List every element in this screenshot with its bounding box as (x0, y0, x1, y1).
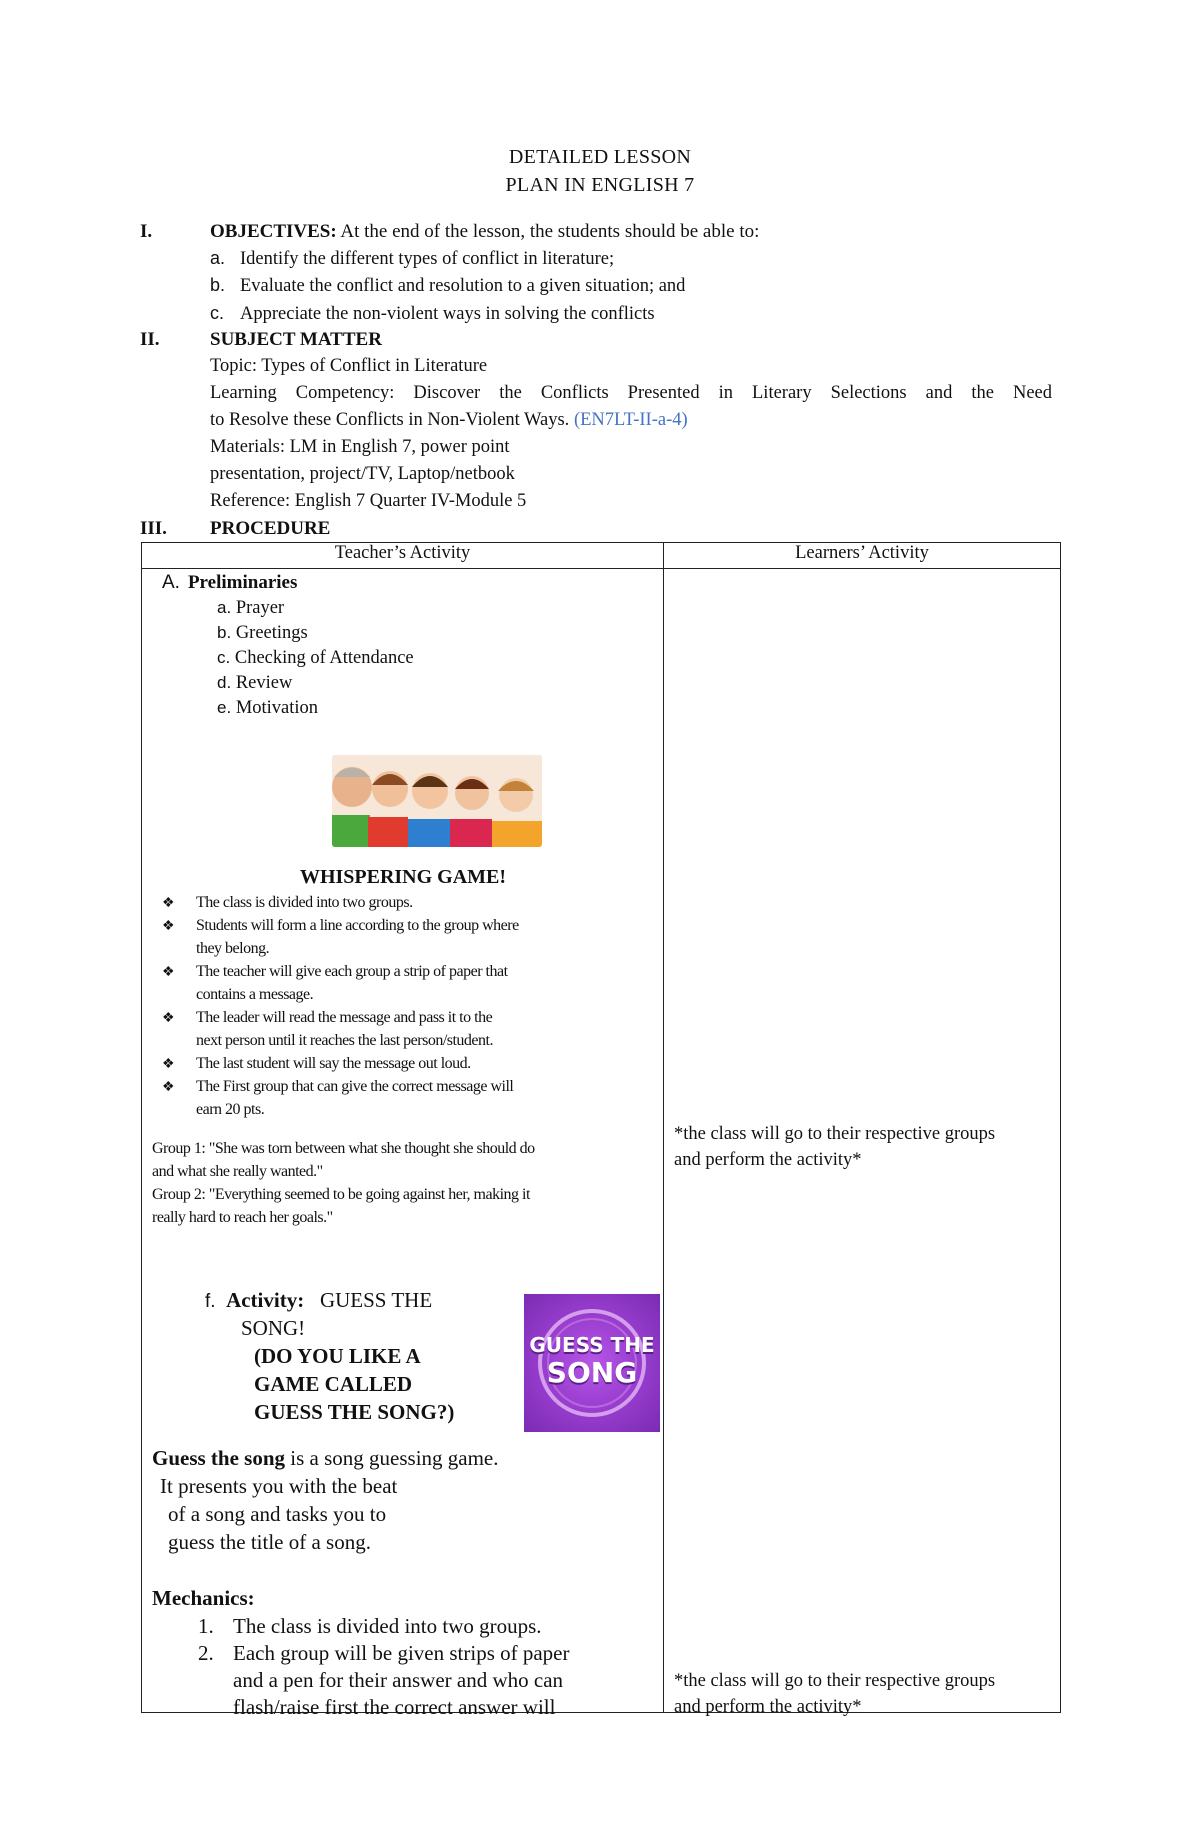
activity-question: (DO YOU LIKE A (254, 1344, 421, 1368)
objectives-label: OBJECTIVES: (210, 221, 337, 242)
guess-song-desc-line: It presents you with the beat (160, 1474, 398, 1498)
prelim-item: a. Prayer (217, 598, 285, 618)
guess-song-desc-line: guess the title of a song. (168, 1530, 371, 1554)
objectives-number: I. (140, 221, 153, 242)
objectives-heading (210, 221, 759, 243)
rule-bullet-icon: ❖ (162, 965, 175, 980)
doc-title-line1: DETAILED LESSON (508, 146, 692, 168)
objective-item: c. Appreciate the non-violent ways in solving the conflicts (210, 303, 655, 324)
logo-text-line1: GUESS THE (529, 1333, 655, 1357)
mechanics-number: 2. (198, 1641, 214, 1665)
teacher-activity-cell (142, 569, 663, 1719)
group-message: Group 1: "She was torn between what she thought she should do (152, 1140, 535, 1157)
activity-line1: f. Activity: GUESS THE (205, 1288, 433, 1312)
procedure-heading: PROCEDURE (210, 518, 331, 539)
group-message: really hard to reach her goals." (152, 1209, 333, 1226)
whispering-kids-illustration (332, 755, 542, 847)
competency-code: (EN7LT-II-a-4) (573, 410, 688, 430)
procedure-number: III. (140, 518, 167, 539)
whispering-kids-photo (332, 755, 542, 847)
col-header-learner: Learners’ Activity (664, 543, 1061, 569)
learner-note: *the class will go to their respective groups (674, 1671, 996, 1691)
learner-note: and perform the activity* (674, 1697, 862, 1717)
activity-question: GUESS THE SONG?) (254, 1400, 455, 1424)
rule-bullet-icon: ❖ (162, 1011, 175, 1026)
prelim-item: d. Review (217, 673, 293, 693)
prelim-item: e. Motivation (217, 698, 319, 718)
competency-line2: to Resolve these Conflicts in Non-Violent Ways. (EN7LT-II-a-4) (210, 410, 688, 430)
game-rule: The last student will say the message out loud. (196, 1055, 471, 1072)
objective-item: a. Identify the different types of conflict in literature; (210, 248, 615, 269)
prelim-item: c. Checking of Attendance (217, 648, 414, 668)
group-message: Group 2: "Everything seemed to be going against her, making it (152, 1186, 530, 1203)
prelim-item: b. Greetings (217, 623, 308, 643)
whispering-game-title: WHISPERING GAME! (299, 866, 507, 888)
game-rule: contains a message. (196, 986, 314, 1003)
learner-note: and perform the activity* (674, 1150, 862, 1170)
group-message: and what she really wanted." (152, 1163, 323, 1180)
reference-line: Reference: English 7 Quarter IV-Module 5 (210, 491, 527, 511)
game-rule: Students will form a line according to the group where (196, 917, 519, 934)
game-rule: next person until it reaches the last person/student. (196, 1032, 493, 1049)
preliminaries-heading: A. Preliminaries (162, 572, 298, 593)
topic-line: Topic: Types of Conflict in Literature (210, 356, 488, 376)
competency-line1: Learning Competency: Discover the Conflicts Presented in Literary Selections and the Need (210, 383, 1052, 403)
rule-bullet-icon: ❖ (162, 1057, 175, 1072)
procedure-table (141, 542, 1061, 1719)
objectives-intro: At the end of the lesson, the students should be able to: (336, 221, 760, 242)
guess-the-song-logo (524, 1294, 660, 1432)
mechanics-heading: Mechanics: (152, 1586, 255, 1610)
doc-title-line2: PLAN IN ENGLISH 7 (505, 174, 695, 196)
mechanics-item: flash/raise first the correct answer will (233, 1695, 556, 1719)
col-header-teacher: Teacher’s Activity (142, 543, 664, 569)
objective-item: b. Evaluate the conflict and resolution to a given situation; and (210, 275, 686, 296)
materials-line1: Materials: LM in English 7, power point (210, 437, 510, 457)
guess-song-description: Guess the song is a song guessing game. (152, 1446, 499, 1470)
materials-line2: presentation, project/TV, Laptop/netbook (210, 464, 515, 484)
game-rule: they belong. (196, 940, 270, 957)
game-rule: earn 20 pts. (196, 1101, 265, 1118)
logo-text-line2: SONG (546, 1356, 638, 1389)
mechanics-item: Each group will be given strips of paper (233, 1641, 570, 1665)
rule-bullet-icon: ❖ (162, 1080, 175, 1095)
game-rule: The teacher will give each group a strip of paper that (196, 963, 508, 980)
game-rule: The First group that can give the correct message will (196, 1078, 514, 1095)
rule-bullet-icon: ❖ (162, 919, 175, 934)
learner-activity-cell (664, 569, 1060, 1717)
activity-line2: SONG! (241, 1316, 306, 1340)
subject-matter-number: II. (140, 329, 160, 350)
mechanics-item: and a pen for their answer and who can (233, 1668, 564, 1692)
rule-bullet-icon: ❖ (162, 896, 175, 911)
learner-note: *the class will go to their respective groups (674, 1124, 996, 1144)
subject-matter-heading: SUBJECT MATTER (210, 329, 382, 350)
game-rule: The class is divided into two groups. (196, 894, 413, 911)
mechanics-item: The class is divided into two groups. (233, 1614, 542, 1638)
mechanics-number: 1. (198, 1614, 214, 1638)
game-rule: The leader will read the message and pass it to the (196, 1009, 493, 1026)
activity-question: GAME CALLED (254, 1372, 413, 1396)
guess-song-desc-line: of a song and tasks you to (168, 1502, 387, 1526)
